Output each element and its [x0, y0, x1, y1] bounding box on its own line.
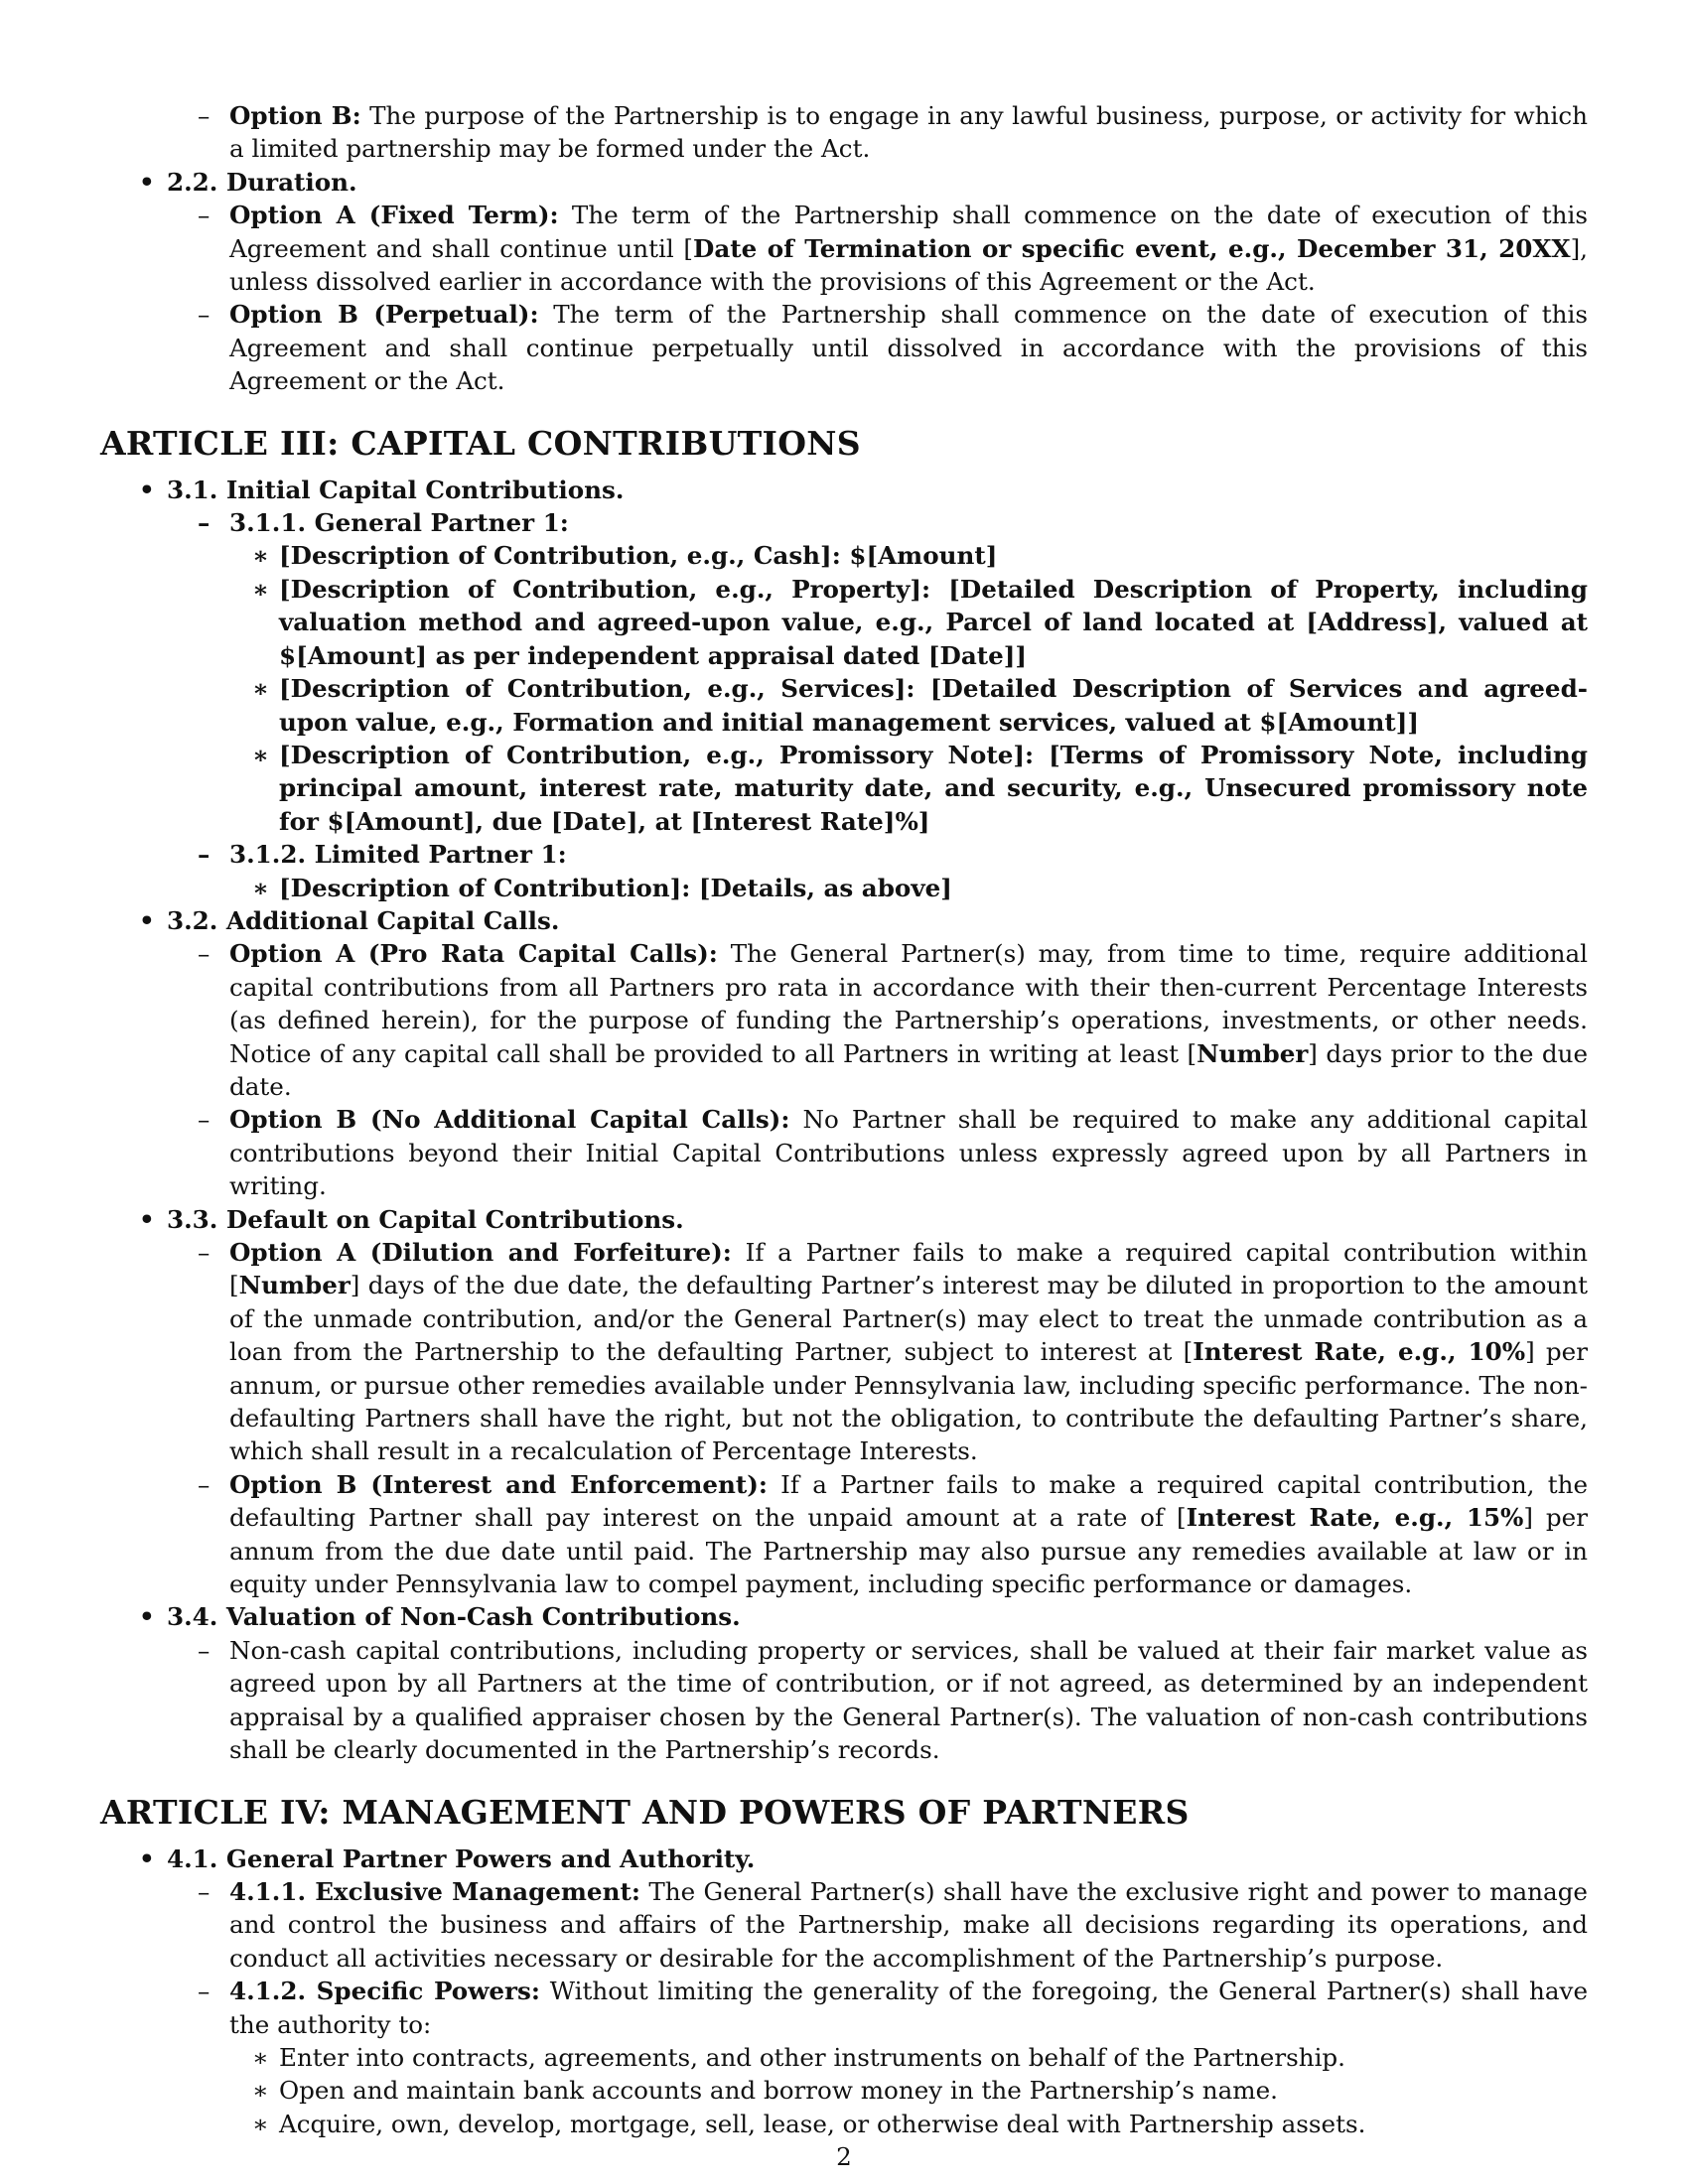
- power-item: ∗ Acquire, own, develop, mortgage, sell, lease, or otherwise deal with Partnership assets.: [252, 2109, 1366, 2138]
- general-partner-1-heading: – 3.1.1. General Partner 1:: [198, 508, 569, 538]
- specific-powers: – 4.1.2. Specific Powers: Without limiting the generality of the foregoing, the General Partner(s) shall have the authority to:: [198, 1977, 1589, 2039]
- valuation-text: – Non-cash capital contributions, including property or services, shall be valued at their fair market value as agreed upon by all Partners at the time of contribution, or if not agreed, as determined by an independent appraisal by a qualified appraiser chosen by the General Partner(s). The valuation of non-cash contributions shall be clearly documented in the Partnership’s records.: [198, 1635, 1588, 1765]
- section-3-4-heading: • 3.4. Valuation of Non-Cash Contributions.: [139, 1602, 741, 1632]
- power-item: ∗ Open and maintain bank accounts and borrow money in the Partnership’s name.: [252, 2076, 1278, 2106]
- section-3-3-heading: • 3.3. Default on Capital Contributions.: [139, 1204, 684, 1234]
- purpose-option-b: – Option B: The purpose of the Partnership is to engage in any lawful business, purpose, or activity for which a limited partnership may be formed under the Act.: [198, 101, 1588, 164]
- limited-partner-1-heading: – 3.1.2. Limited Partner 1:: [198, 840, 567, 870]
- duration-option-a: – Option A (Fixed Term): The term of the Partnership shall commence on the date of execution of this Agreement and shall continue until [Date of Termination or specific event, e.g., December 31, 20XX], unless dissolved earlier in accordance with the provisions of this Agreement or the Act.: [198, 201, 1588, 297]
- section-4-1-heading: • 4.1. General Partner Powers and Authority.: [139, 1843, 756, 1873]
- document-page: [100, 99, 1588, 2140]
- page-number: 2: [836, 2142, 852, 2171]
- article-4-heading: ARTICLE IV: MANAGEMENT AND POWERS OF PARTNERS: [100, 1792, 1190, 1832]
- gp-contribution-property: ∗ [Description of Contribution, e.g., Property]: [Detailed Description of Property, including valuation method and agreed-upon value, e.g., Parcel of land located at [Address], valued at $[Amount] as per independent appraisal dated [Date]]: [252, 574, 1588, 670]
- duration-option-b: – Option B (Perpetual): The term of the Partnership shall commence on the date of execution of this Agreement and shall continue perpetually until dissolved in accordance with the provisions of this Agreement or the Act.: [198, 300, 1588, 396]
- section-3-2-heading: • 3.2. Additional Capital Calls.: [139, 905, 560, 935]
- gp-contribution-note: ∗ [Description of Contribution, e.g., Promissory Note]: [Terms of Promissory Note, including principal amount, interest rate, maturity date, and security, e.g., Unsecured promissory note for $[Amount], due [Date], at [Interest Rate]%]: [252, 740, 1588, 836]
- capital-calls-option-a: – Option A (Pro Rata Capital Calls): The General Partner(s) may, from time to time, require additional capital contributions from all Partners pro rata in accordance with their then-current Percentage Interests (as defined herein), for the purpose of funding the Partnership’s operations, investments, or other needs. Notice of any capital call shall be provided to all Partners in writing at least [Number] days prior to the due date.: [198, 939, 1589, 1101]
- default-option-b: – Option B (Interest and Enforcement): If a Partner fails to make a required capital contribution, the defaulting Partner shall pay interest on the unpaid amount at a rate of [Interest Rate, e.g., 15%] per annum from the due date until paid. The Partnership may also pursue any remedies available at law or in equity under Pennsylvania law to compel payment, including specific performance or damages.: [198, 1469, 1588, 1599]
- exclusive-management: – 4.1.1. Exclusive Management: The General Partner(s) shall have the exclusive right and power to manage and control the business and affairs of the Partnership, make all decisions regarding its operations, and conduct all activities necessary or desirable for the accomplishment of the Partnership’s purpose.: [198, 1876, 1588, 1973]
- article-3-heading: ARTICLE III: CAPITAL CONTRIBUTIONS: [100, 423, 861, 463]
- default-option-a: – Option A (Dilution and Forfeiture): If a Partner fails to make a required capital contribution within [Number] days of the due date, the defaulting Partner’s interest may be diluted in proportion to the amount of the unmade contribution, and/or the General Partner(s) may elect to treat the unmade contribution as a loan from the Partnership to the defaulting Partner, subject to interest at [Interest Rate, e.g., 10%] per annum, or pursue other remedies available under Pennsylvania law, including specific performance. The non-defaulting Partners shall have the right, but not the obligation, to contribute the defaulting Partner’s share, which shall result in a recalculation of Percentage Interests.: [198, 1238, 1588, 1466]
- gp-contribution-cash: ∗ [Description of Contribution, e.g., Cash]: $[Amount]: [252, 541, 998, 571]
- bullet: •: [139, 167, 155, 197]
- power-item: ∗ Enter into contracts, agreements, and other instruments on behalf of the Partnership.: [252, 2042, 1345, 2072]
- lp-contribution: ∗ [Description of Contribution]: [Details, as above]: [252, 873, 952, 902]
- section-3-1-heading: • 3.1. Initial Capital Contributions.: [139, 475, 625, 504]
- section-2-2-heading: • 2.2. Duration.: [167, 166, 1588, 199]
- gp-contribution-services: ∗ [Description of Contribution, e.g., Services]: [Detailed Description of Services and agreed-upon value, e.g., Formation and initial management services, valued at $[Amount]]: [252, 674, 1588, 737]
- dash-bullet: –: [198, 101, 211, 130]
- capital-calls-option-b: – Option B (No Additional Capital Calls): No Partner shall be required to make any additional capital contributions beyond their Initial Capital Contributions unless expressly agreed upon by all Partners in writing.: [198, 1105, 1588, 1201]
